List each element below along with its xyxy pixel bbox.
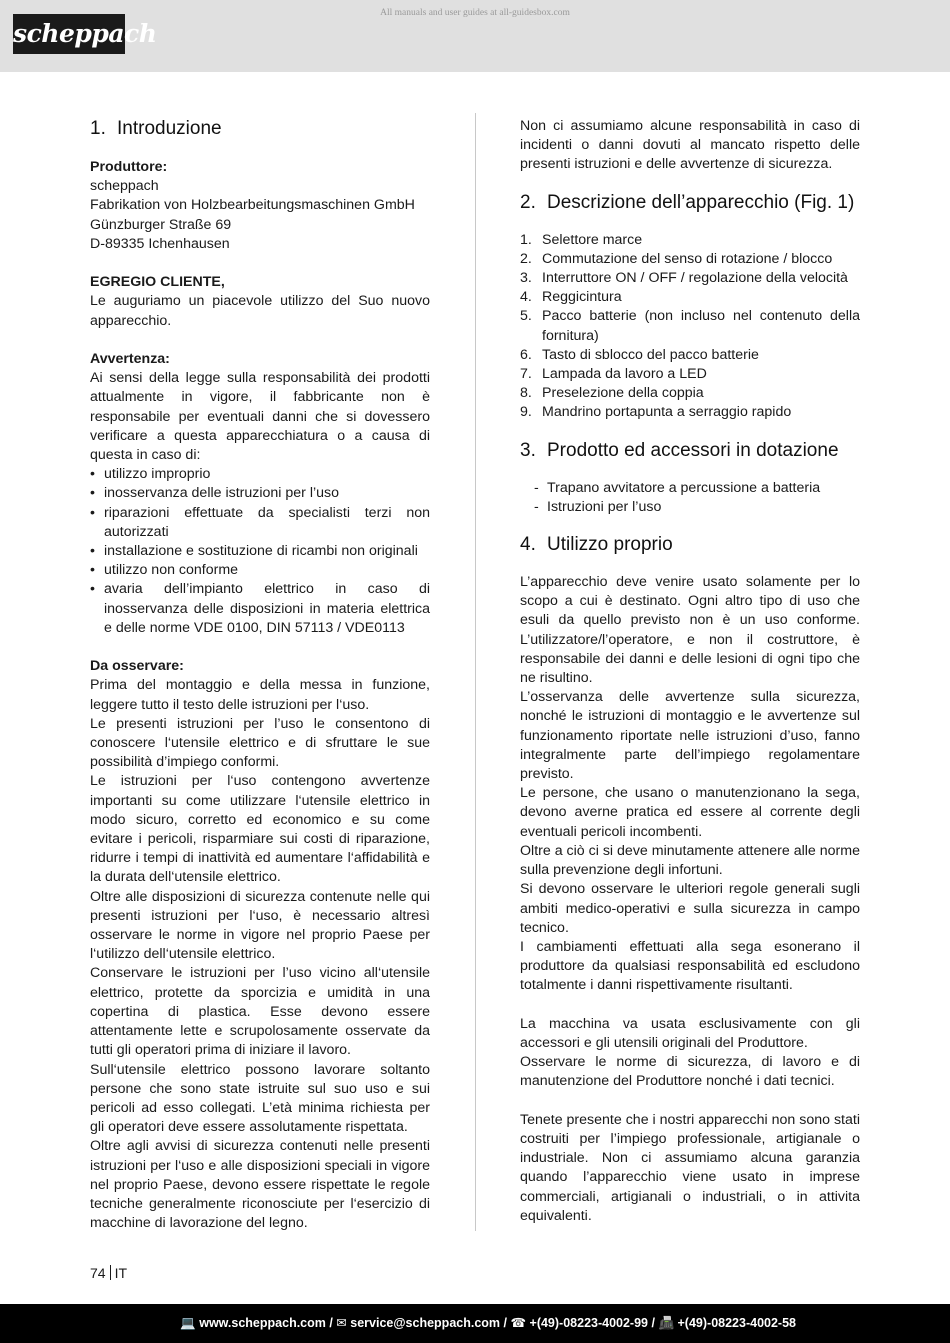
paragraph: Le presenti istruzioni per l’uso le consentono di conoscere l‘utensile elettrico e di sfruttare le sue possibilità d’impiego conformi. [90, 715, 430, 771]
paragraph: Le istruzioni per l‘uso contengono avvertenze importanti su come utilizzare l‘utensile elettrico in modo sicuro, corretto ed economico e su come evitare i pericoli, risparmiare sui costi di riparazione, ridurre i tempi di inattività ed aumentare l‘affidabilità e la durata dell‘utensile elettrico. [90, 773, 430, 886]
column-divider [475, 113, 476, 1231]
scheppach-logo: scheppach [13, 14, 125, 54]
avvertenza-text: Ai sensi della legge sulla responsabilità dei prodotti attualmente in vigore, il fabbricante non è responsabile per eventuali danni che si dovessero verificare a questa apparecchiatura o a causa di questa in caso di: [90, 370, 430, 464]
paragraph: Oltre a ciò ci si deve minutamente attenere alle norme sulla prevenzione degli infortuni. [520, 842, 860, 879]
list-item: • riparazioni effettuate da specialisti terzi non autorizzati [90, 504, 430, 542]
list-item: 5. Pacco batterie (non incluso nel contenuto della fornitura) [520, 308, 860, 344]
paragraph: Tenete presente che i nostri apparecchi non sono stati costruiti per l’impiego professionale, artigianale o industriale. Non ci assumiamo alcuna garanzia quando l’apparecchio viene usato in imprese commerciali, artigianali o industriali, o in attivita equivalenti. [520, 1111, 860, 1224]
page-header [0, 0, 950, 72]
list-item: • inosservanza delle istruzioni per l’uso [90, 484, 430, 503]
computer-icon: 💻 [180, 1316, 196, 1330]
fax-icon: 📠 [658, 1316, 675, 1330]
fax-number: +(49)-08223-4002-58 [677, 1316, 796, 1330]
produttore-label: Produttore: [90, 159, 168, 175]
paragraph: Sull‘utensile elettrico possono lavorare soltanto persone che sono state istruite sul suo uso e sui pericoli ad esso collegati. L’età minima richiesta per gli operatori deve essere assolutamente rispettata. [90, 1061, 430, 1136]
list-item: • installazione e sostituzione di ricambi non originali [90, 542, 430, 561]
osservare-label: Da osservare: [90, 658, 184, 675]
paragraph: Oltre alle disposizioni di sicurezza contenute nelle qui presenti istruzioni per l‘uso, è necessario altresì osservare le norme in vigore nel proprio Paese per l‘utilizzo dell‘utensile elettrico. [90, 888, 430, 963]
paragraph: I cambiamenti effettuati alla sega esonerano il produttore da qualsiasi responsabilità ed escludono totalmente i danni rispettivamente risultanti. [520, 938, 860, 994]
section-4-heading: 4. Utilizzo proprio [520, 534, 673, 556]
section-3-heading: 3. Prodotto ed accessori in dotazione [520, 439, 839, 461]
delivery-list [520, 479, 860, 517]
paragraph: Prima del montaggio e della messa in funzione, leggere tutto il testo delle istruzioni per l‘uso. [90, 677, 430, 713]
right-column [520, 117, 860, 1226]
page-footer: 💻 www.scheppach.com / ✉ service@scheppach.com / ☎ +(49)-08223-4002-99 / 📠 +(49)-08223-4002-58 [0, 1304, 950, 1343]
paragraph: Osservare le norme di sicurezza, di lavoro e di manutenzione del Produttore nonché i dati tecnici. [520, 1054, 860, 1090]
avvertenza-label: Avvertenza: [90, 351, 170, 367]
avvertenza-list [90, 465, 430, 638]
paragraph: Le persone, che usano o manutenzionano la sega, devono averne pratica ed essere al corrente degli eventuali pericoli incombenti. [520, 785, 860, 840]
list-item: • avaria dell’impianto elettrico in caso di inosservanza delle disposizioni in materia elettrica e delle norme VDE 0100, DIN 57113 / VDE0113 [90, 580, 430, 638]
paragraph: Oltre agli avvisi di sicurezza contenuti nelle presenti istruzioni per l‘uso e alle disposizioni speciali in vigore nel proprio Paese, devono essere rispettate le regole tecniche generalmente riconosciute per l‘esercizio di macchine di lavorazione del legno. [90, 1138, 430, 1232]
list-item: 4. Reggicintura [520, 289, 622, 306]
list-item: 6. Tasto di sblocco del pacco batterie [520, 346, 759, 363]
email-link[interactable]: service@scheppach.com [350, 1316, 501, 1330]
list-item: • utilizzo non conforme [90, 561, 430, 580]
mail-icon: ✉ [336, 1316, 347, 1330]
list-item: 3. Interruttore ON / OFF / regolazione della velocità [520, 270, 848, 287]
cliente-text: Le auguriamo un piacevole utilizzo del Suo nuovo apparecchio. [90, 293, 430, 329]
device-parts-list [520, 231, 860, 423]
paragraph: La macchina va usata esclusivamente con gli accessori e gli utensili originali del Produttore. [520, 1015, 860, 1051]
list-item: 2. Commutazione del senso di rotazione / blocco [520, 250, 833, 267]
section-2-heading: 2. Descrizione dell’apparecchio (Fig. 1) [520, 191, 855, 213]
paragraph: L’osservanza delle avvertenze sulla sicurezza, nonché le istruzioni di montaggio e le avvertenze sul funzionamento riportate nelle istruzioni d’uso, fanno integralmente parte dell’impiego regolamentare previsto. [520, 689, 860, 783]
phone-number: +(49)-08223-4002-99 [529, 1316, 649, 1330]
watermark: All manuals and user guides at all-guidesbox.com [380, 8, 570, 18]
page-number: 74 IT [90, 1265, 128, 1281]
manufacturer-address: scheppach Fabrikation von Holzbearbeitungsmaschinen GmbH Günzburger Straße 69 D-89335 Ichenhausen [90, 178, 415, 252]
paragraph: Si devono osservare le ulteriori regole generali sugli ambiti medico-operativi e sulla sicurezza in campo tecnico. [520, 881, 860, 936]
list-item: 7. Lampada da lavoro a LED [520, 366, 707, 383]
section-1-heading: 1. Introduzione [90, 118, 222, 139]
left-column [90, 117, 430, 1233]
list-item: 1. Selettore marce [520, 231, 643, 248]
phone-icon: ☎ [510, 1316, 527, 1330]
paragraph: Conservare le istruzioni per l’uso vicino all‘utensile elettrico, protette da sporcizia e umidità in una copertina di plastica. Esse devono essere attentamente lette e scrupolosamente osservate da tutti gli operatori prima di iniziare il lavoro. [90, 965, 430, 1059]
list-item: 8. Preselezione della coppia [520, 385, 704, 402]
intro-text: Non ci assumiamo alcune responsabilità in caso di incidenti o danni dovuti al mancato rispetto delle presenti istruzioni e delle avvertenze di sicurezza. [520, 118, 860, 173]
list-item: - Istruzioni per l’uso [520, 498, 860, 517]
list-item: 9. Mandrino portapunta a serraggio rapido [520, 404, 792, 421]
cliente-label: EGREGIO CLIENTE, [90, 274, 225, 291]
website-link[interactable]: www.scheppach.com [199, 1316, 326, 1330]
list-item: - Trapano avvitatore a percussione a batteria [520, 479, 860, 498]
paragraph: L’apparecchio deve venire usato solamente per lo scopo a cui è destinato. Ogni altro tipo di uso che esuli da quello previsto non è un uso conforme. L’utilizzatore/l’operatore, e non il costruttore, è responsabile dei danni e delle lesioni di ogni tipo che ne risultino. [520, 574, 860, 687]
list-item: • utilizzo improprio [90, 465, 430, 484]
